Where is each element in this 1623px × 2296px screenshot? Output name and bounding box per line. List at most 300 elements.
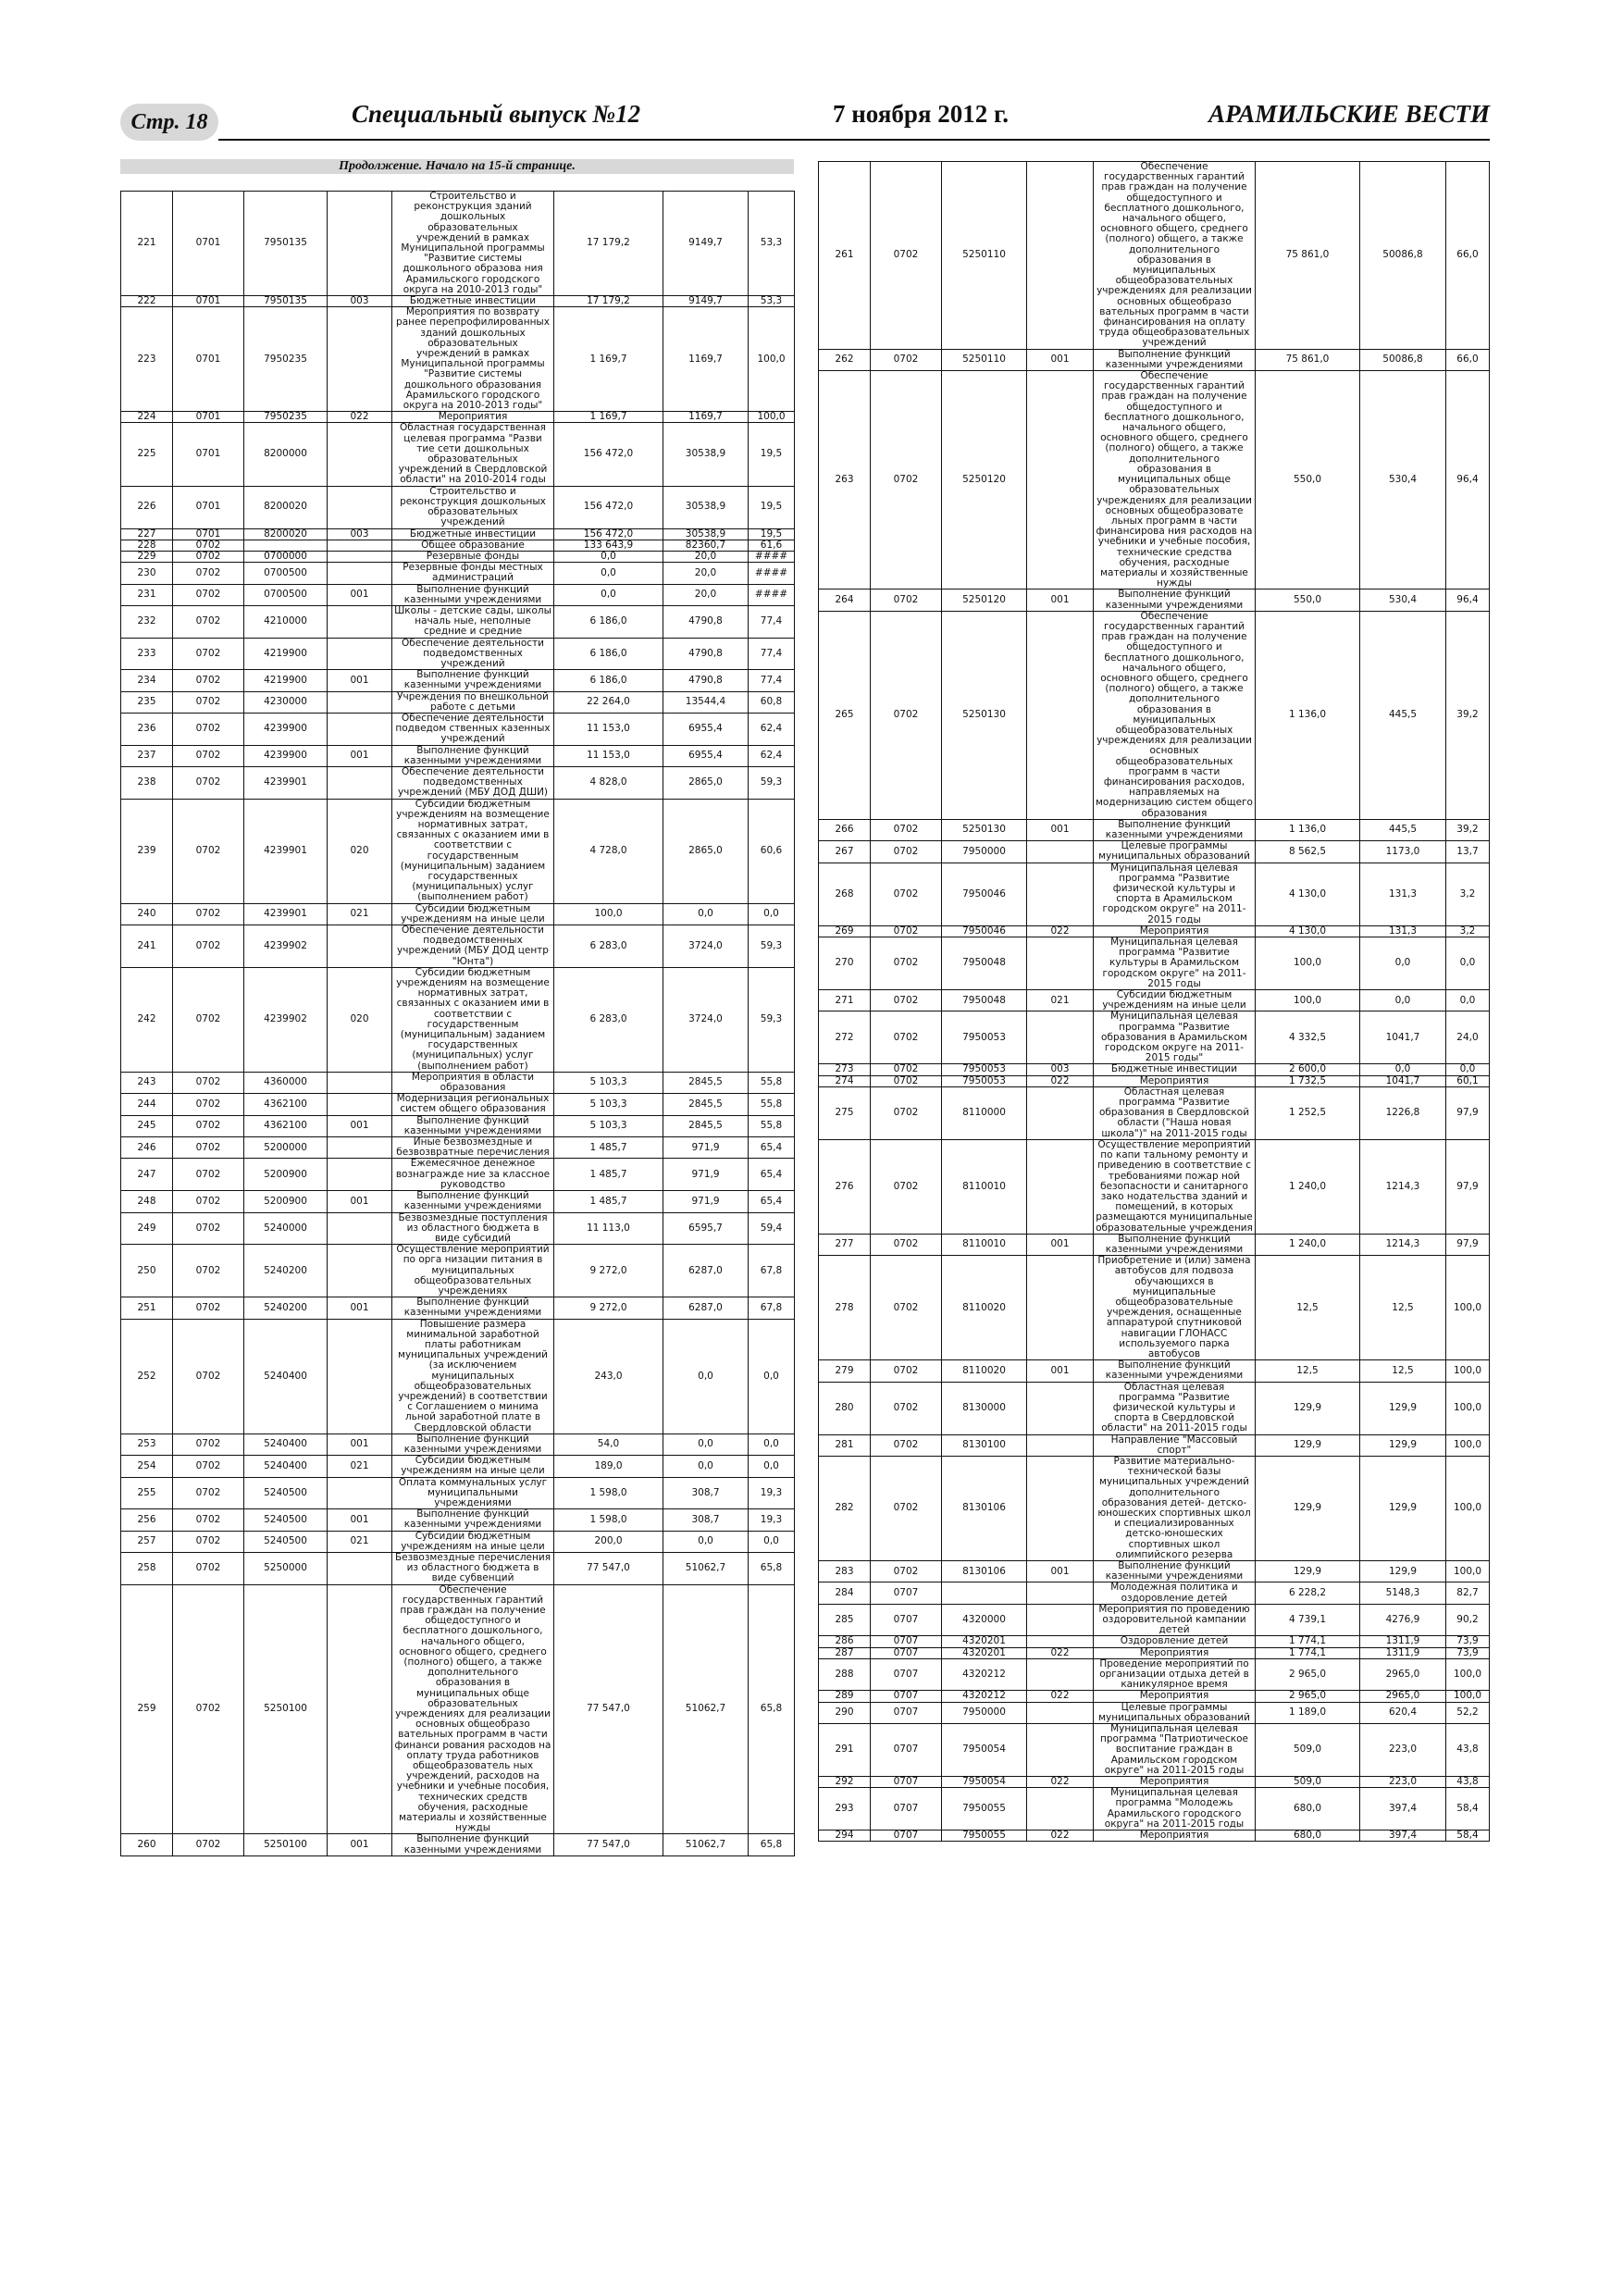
row-number: 292 [819,1777,871,1788]
expense-type [328,563,392,584]
row-number: 249 [121,1212,173,1245]
item-name: Обеспечение государственных гарантий прав граждан на получение общедоступного и бесплатного дошкольного, начального общего, основного общего, среднего (полного) общего, а также дополнительного образования в муниципальных общеобразовательных учреждениях для реализации основных общеобразовательных программ в части финансирования расходов, направляемых на модернизацию систем общего образования [1094,611,1256,819]
row-number: 294 [819,1831,871,1842]
section-code: 0702 [871,1360,942,1382]
expense-type: 021 [328,1531,392,1552]
executed-amount: 9149,7 [663,192,749,296]
expense-type [328,605,392,638]
executed-amount: 223,0 [1360,1724,1446,1777]
table-row [121,713,795,745]
executed-amount: 6287,0 [663,1245,749,1297]
row-number: 223 [121,307,173,412]
item-name: Муниципальная целевая программа "Развитие физической культуры и спорта в Арамильском городском округе" на 2011-2015 годы [1094,863,1256,925]
planned-amount: 100,0 [1256,937,1360,990]
table-row [819,925,1490,937]
table-row [121,967,795,1072]
row-number: 280 [819,1382,871,1434]
target-code: 8110000 [942,1086,1027,1139]
table-row [121,1212,795,1245]
execution-percent: 67,8 [749,1297,795,1319]
item-name: Мероприятия [392,412,554,423]
planned-amount: 8 562,5 [1256,841,1360,863]
item-name: Выполнение функций казенными учреждениями [392,1115,554,1136]
item-name: Иные безвозмездные и безвозвратные перечисления [392,1137,554,1159]
item-name: Школы - детские сады, школы началь ные, неполные средние и средние [392,605,554,638]
executed-amount: 0,0 [663,1433,749,1455]
expense-type: 022 [1027,1777,1094,1788]
execution-percent: 65,8 [749,1553,795,1585]
table-row [819,1064,1490,1075]
executed-amount: 1169,7 [663,412,749,423]
execution-percent: 82,7 [1446,1582,1490,1604]
planned-amount: 75 861,0 [1256,162,1360,350]
expense-type: 001 [328,1297,392,1319]
row-number: 240 [121,903,173,925]
row-number: 270 [819,937,871,990]
expense-type: 022 [1027,1647,1094,1658]
section-code: 0707 [871,1724,942,1777]
section-code: 0702 [173,1072,244,1093]
row-number: 291 [819,1724,871,1777]
section-code: 0702 [173,638,244,670]
execution-percent: 60,6 [749,799,795,903]
section-code: 0702 [173,563,244,584]
table-row [819,1382,1490,1434]
execution-percent: 65,4 [749,1159,795,1191]
planned-amount: 12,5 [1256,1360,1360,1382]
expense-type [1027,863,1094,925]
expense-type: 020 [328,967,392,1072]
planned-amount: 6 186,0 [554,670,663,691]
execution-percent: 13,7 [1446,841,1490,863]
table-row [819,1434,1490,1456]
section-code: 0702 [173,1297,244,1319]
section-code: 0702 [871,1075,942,1086]
executed-amount: 1169,7 [663,307,749,412]
section-code: 0702 [173,1509,244,1531]
table-row [819,819,1490,840]
row-number: 263 [819,371,871,590]
target-code: 4219900 [244,670,328,691]
expense-type: 021 [328,903,392,925]
execution-percent: 60,8 [749,691,795,713]
target-code: 7950000 [942,1702,1027,1723]
issue-title: Специальный выпуск №12 [352,100,641,128]
planned-amount: 4 828,0 [554,766,663,799]
table-row [121,1159,795,1191]
item-name: Проведение мероприятий по организации отдыха детей в каникулярное время [1094,1658,1256,1691]
table-row [121,799,795,903]
planned-amount: 6 228,2 [1256,1582,1360,1604]
target-code: 4320212 [942,1691,1027,1702]
target-code: 7950135 [244,192,328,296]
target-code: 5240400 [244,1433,328,1455]
executed-amount: 129,9 [1360,1382,1446,1434]
planned-amount: 129,9 [1256,1561,1360,1582]
planned-amount: 17 179,2 [554,296,663,307]
row-number: 269 [819,925,871,937]
section-code: 0707 [871,1702,942,1723]
row-number: 244 [121,1094,173,1115]
planned-amount: 550,0 [1256,590,1360,611]
row-number: 256 [121,1509,173,1531]
item-name: Мероприятия по возврату ранее перепрофилированных зданий дошкольных образовательных учреждений в рамках Муниципальной программы "Развитие системы дошкольного образования Арамильского городского округа на 2010-2013 годы" [392,307,554,412]
executed-amount: 1311,9 [1360,1647,1446,1658]
section-code: 0701 [173,528,244,540]
execution-percent: #### [749,551,795,562]
expense-type [328,1159,392,1191]
item-name: Выполнение функций казенными учреждениями [392,1297,554,1319]
row-number: 285 [819,1604,871,1636]
item-name: Областная государственная целевая программа "Разви тие сети дошкольных образовательных учреждений в Свердловской области" на 2010-2014 годы [392,423,554,486]
row-number: 231 [121,584,173,605]
row-number: 221 [121,192,173,296]
expense-type [328,192,392,296]
planned-amount: 129,9 [1256,1382,1360,1434]
executed-amount: 20,0 [663,584,749,605]
item-name: Областная целевая программа "Развитие физической культуры и спорта в Свердловской области" на 2011-2015 годы [1094,1382,1256,1434]
execution-percent: 59,3 [749,967,795,1072]
execution-percent: 19,3 [749,1477,795,1509]
table-row [819,1360,1490,1382]
planned-amount: 1 485,7 [554,1191,663,1212]
execution-percent: 66,0 [1446,162,1490,350]
executed-amount: 6955,4 [663,745,749,766]
target-code: 5240500 [244,1509,328,1531]
target-code: 4239902 [244,967,328,1072]
table-row [819,990,1490,1011]
execution-percent: 58,4 [1446,1831,1490,1842]
expense-type [328,1137,392,1159]
planned-amount: 1 774,1 [1256,1636,1360,1647]
planned-amount: 1 169,7 [554,412,663,423]
execution-percent: 39,2 [1446,611,1490,819]
table-row [819,1691,1490,1702]
table-row [121,563,795,584]
execution-percent: 100,0 [1446,1561,1490,1582]
expense-type [328,540,392,551]
expense-type: 001 [328,1115,392,1136]
item-name: Оздоровление детей [1094,1636,1256,1647]
section-code: 0702 [173,799,244,903]
item-name: Выполнение функций казенными учреждениями [1094,349,1256,370]
table-row [121,1509,795,1531]
row-number: 239 [121,799,173,903]
table-row [121,638,795,670]
executed-amount: 129,9 [1360,1561,1446,1582]
section-code: 0707 [871,1788,942,1831]
section-code: 0702 [173,1584,244,1834]
table-row [819,162,1490,350]
target-code: 4360000 [244,1072,328,1093]
execution-percent: 100,0 [1446,1256,1490,1360]
executed-amount: 2965,0 [1360,1691,1446,1702]
planned-amount: 4 332,5 [1256,1011,1360,1064]
item-name: Выполнение функций казенными учреждениями [1094,819,1256,840]
execution-percent: 100,0 [749,307,795,412]
target-code: 0700000 [244,551,328,562]
planned-amount: 54,0 [554,1433,663,1455]
row-number: 253 [121,1433,173,1455]
planned-amount: 1 169,7 [554,307,663,412]
table-row [121,1433,795,1455]
target-code: 5200900 [244,1191,328,1212]
executed-amount: 50086,8 [1360,349,1446,370]
row-number: 246 [121,1137,173,1159]
section-code: 0702 [173,1137,244,1159]
table-row [121,1834,795,1855]
executed-amount: 30538,9 [663,486,749,528]
planned-amount: 9 272,0 [554,1297,663,1319]
section-code: 0702 [871,590,942,611]
execution-percent: 100,0 [1446,1456,1490,1560]
execution-percent: 62,4 [749,745,795,766]
row-number: 279 [819,1360,871,1382]
item-name: Обеспечение деятельности подведом ственных казенных учреждений [392,713,554,745]
item-name: Субсидии бюджетным учреждениям на возмещение нормативных затрат, связанных с оказанием ими в соответствии с государственным (муниципальным) заданием государственных (муниципальных) услуг (выполнением работ) [392,799,554,903]
planned-amount: 509,0 [1256,1724,1360,1777]
section-code: 0702 [173,670,244,691]
expense-type: 003 [1027,1064,1094,1075]
planned-amount: 680,0 [1256,1788,1360,1831]
table-row [121,540,795,551]
table-row [121,486,795,528]
section-code: 0701 [173,307,244,412]
target-code: 8110020 [942,1256,1027,1360]
target-code: 5250130 [942,611,1027,819]
planned-amount: 11 153,0 [554,745,663,766]
table-row [819,1256,1490,1360]
target-code: 7950135 [244,296,328,307]
row-number: 289 [819,1691,871,1702]
target-code: 8200020 [244,486,328,528]
executed-amount: 0,0 [1360,937,1446,990]
planned-amount: 1 240,0 [1256,1234,1360,1255]
item-name: Бюджетные инвестиции [1094,1064,1256,1075]
section-code: 0702 [871,819,942,840]
executed-amount: 129,9 [1360,1456,1446,1560]
expense-type [1027,1011,1094,1064]
table-row [121,528,795,540]
table-row [819,1075,1490,1086]
table-row [121,1094,795,1115]
target-code: 8110010 [942,1139,1027,1234]
row-number: 254 [121,1456,173,1477]
item-name: Муниципальная целевая программа "Патриотическое воспитание граждан в Арамильском городском округе" на 2011-2015 годы [1094,1724,1256,1777]
execution-percent: 100,0 [1446,1691,1490,1702]
executed-amount: 971,9 [663,1191,749,1212]
page-header [120,100,1490,141]
item-name: Выполнение функций казенными учреждениями [1094,590,1256,611]
executed-amount: 971,9 [663,1137,749,1159]
row-number: 237 [121,745,173,766]
executed-amount: 445,5 [1360,611,1446,819]
table-row [819,590,1490,611]
expense-type [1027,1658,1094,1691]
target-code: 4239901 [244,903,328,925]
table-row [121,296,795,307]
executed-amount: 30538,9 [663,528,749,540]
planned-amount: 1 189,0 [1256,1702,1360,1723]
section-code: 0702 [871,371,942,590]
section-code: 0701 [173,412,244,423]
expense-type: 001 [328,584,392,605]
execution-percent: 59,3 [749,766,795,799]
execution-percent: 58,4 [1446,1788,1490,1831]
row-number: 241 [121,925,173,968]
item-name: Безвозмездные перечисления из областного бюджета в виде субвенций [392,1553,554,1585]
table-row [121,1245,795,1297]
target-code: 5240200 [244,1245,328,1297]
execution-percent: 65,4 [749,1137,795,1159]
section-code: 0702 [871,1456,942,1560]
expense-type: 001 [1027,1234,1094,1255]
section-code: 0702 [173,605,244,638]
row-number: 282 [819,1456,871,1560]
executed-amount: 0,0 [663,1319,749,1433]
executed-amount: 4790,8 [663,638,749,670]
table-row [121,192,795,296]
section-code: 0702 [871,1086,942,1139]
target-code: 7950046 [942,863,1027,925]
table-row [819,1604,1490,1636]
target-code: 4362100 [244,1115,328,1136]
planned-amount: 5 103,3 [554,1115,663,1136]
section-code: 0702 [871,162,942,350]
expense-type [1027,1604,1094,1636]
executed-amount: 30538,9 [663,423,749,486]
planned-amount: 11 153,0 [554,713,663,745]
section-code: 0702 [871,925,942,937]
row-number: 251 [121,1297,173,1319]
row-number: 247 [121,1159,173,1191]
execution-percent: 60,1 [1446,1075,1490,1086]
execution-percent: 55,8 [749,1072,795,1093]
row-number: 222 [121,296,173,307]
expense-type [1027,1724,1094,1777]
table-row [819,937,1490,990]
execution-percent: 19,5 [749,528,795,540]
table-row [121,1531,795,1552]
executed-amount: 620,4 [1360,1702,1446,1723]
table-row [121,1553,795,1585]
table-row [819,1561,1490,1582]
planned-amount: 6 186,0 [554,605,663,638]
expense-type [328,691,392,713]
section-code: 0702 [871,611,942,819]
item-name: Строительство и реконструкция дошкольных образовательных учреждений [392,486,554,528]
table-row [819,1086,1490,1139]
execution-percent: 62,4 [749,713,795,745]
item-name: Общее образование [392,540,554,551]
row-number: 286 [819,1636,871,1647]
section-code: 0702 [173,691,244,713]
execution-percent: 43,8 [1446,1777,1490,1788]
executed-amount: 12,5 [1360,1256,1446,1360]
expense-type [1027,1382,1094,1434]
executed-amount: 308,7 [663,1477,749,1509]
executed-amount: 51062,7 [663,1553,749,1585]
executed-amount: 3724,0 [663,925,749,968]
row-number: 243 [121,1072,173,1093]
execution-percent: 96,4 [1446,371,1490,590]
planned-amount: 1 252,5 [1256,1086,1360,1139]
section-code: 0702 [871,863,942,925]
execution-percent: 96,4 [1446,590,1490,611]
section-code: 0702 [173,967,244,1072]
row-number: 277 [819,1234,871,1255]
target-code: 8130100 [942,1434,1027,1456]
row-number: 234 [121,670,173,691]
planned-amount: 550,0 [1256,371,1360,590]
executed-amount: 5148,3 [1360,1582,1446,1604]
planned-amount: 22 264,0 [554,691,663,713]
expense-type: 001 [328,1834,392,1855]
row-number: 235 [121,691,173,713]
execution-percent: 19,5 [749,486,795,528]
section-code: 0707 [871,1691,942,1702]
planned-amount: 4 739,1 [1256,1604,1360,1636]
item-name: Повышение размера минимальной заработной платы работникам муниципальных учреждений (за исключением муниципальных общеобразовательных учреждений) в соответствии с Соглашением о минима льной заработной плате в Свердловской области [392,1319,554,1433]
table-row [121,903,795,925]
item-name: Мероприятия [1094,925,1256,937]
planned-amount: 200,0 [554,1531,663,1552]
section-code: 0702 [173,766,244,799]
target-code [244,540,328,551]
table-row [121,423,795,486]
expense-type [328,1553,392,1585]
execution-percent: 100,0 [749,412,795,423]
table-row [121,670,795,691]
table-row [819,1582,1490,1604]
item-name: Целевые программы муниципальных образований [1094,1702,1256,1723]
execution-percent: 55,8 [749,1094,795,1115]
table-row [819,1456,1490,1560]
item-name: Выполнение функций казенными учреждениями [392,745,554,766]
expense-type [328,1072,392,1093]
expense-type [328,1584,392,1834]
row-number: 261 [819,162,871,350]
section-code: 0702 [173,1477,244,1509]
target-code: 4239900 [244,713,328,745]
planned-amount: 77 547,0 [554,1584,663,1834]
item-name: Мероприятия [1094,1075,1256,1086]
item-name: Мероприятия [1094,1777,1256,1788]
target-code: 4320212 [942,1658,1027,1691]
row-number: 227 [121,528,173,540]
section-code: 0701 [173,423,244,486]
executed-amount: 445,5 [1360,819,1446,840]
table-row [819,1658,1490,1691]
header-rule [218,139,1490,141]
item-name: Учреждения по внешкольной работе с детьми [392,691,554,713]
execution-percent: 77,4 [749,605,795,638]
target-code: 8110010 [942,1234,1027,1255]
execution-percent: 55,8 [749,1115,795,1136]
section-code: 0702 [173,1159,244,1191]
row-number: 293 [819,1788,871,1831]
target-code: 4210000 [244,605,328,638]
planned-amount: 100,0 [554,903,663,925]
section-code: 0702 [173,903,244,925]
target-code: 5250130 [942,819,1027,840]
row-number: 274 [819,1075,871,1086]
section-code: 0702 [173,745,244,766]
execution-percent: 0,0 [749,1456,795,1477]
target-code: 0700500 [244,563,328,584]
section-code: 0702 [871,1561,942,1582]
item-name: Строительство и реконструкция зданий дошкольных образовательных учреждений в рамках Муниципальной программы "Развитие системы дошкольного образова ния Арамильского городского округа на 2010-2013 годы" [392,192,554,296]
